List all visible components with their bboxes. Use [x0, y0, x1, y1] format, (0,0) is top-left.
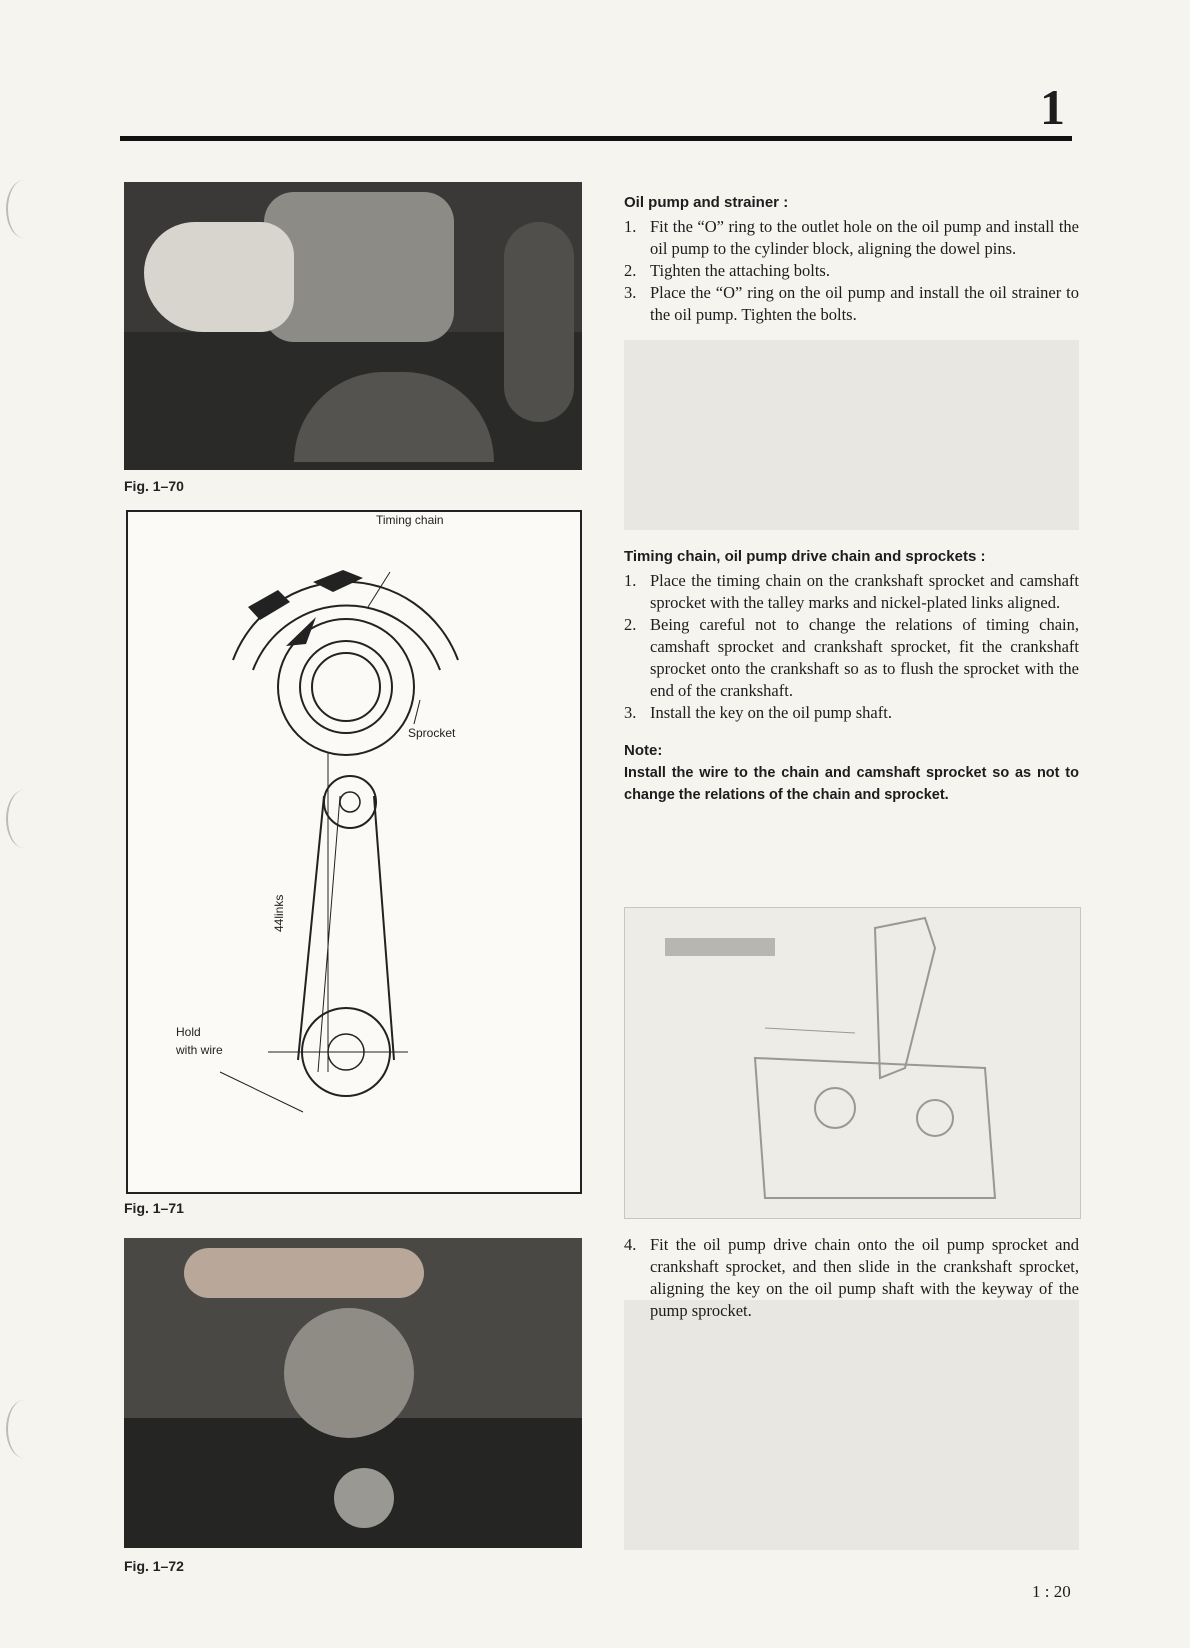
hold-label: Hold: [176, 1025, 201, 1039]
note-heading: Note:: [624, 742, 663, 759]
nickel-link-2: [248, 590, 290, 620]
oil-pump-step: 3. Place the “O” ring on the oil pump and install the oil strainer to the oil pump. Tighten the bolts.: [624, 283, 1079, 324]
with-wire-label: with wire: [176, 1043, 223, 1057]
photo-sprocket-install: [124, 1238, 582, 1548]
chain-left-inner: [318, 796, 340, 1072]
timing-chain-steps: [624, 570, 1079, 724]
ghost-image-2: [624, 1300, 1079, 1550]
drive-chain-step: 4. Fit the oil pump drive chain onto the oil pump sprocket and crankshaft sprocket, and then slide in the crankshaft sprocket, aligning the key on the oil pump shaft with the keyway of the pump sprocket.: [624, 1235, 1079, 1320]
chain-inner-arc: [253, 605, 440, 670]
timing-chain-label: Timing chain: [376, 513, 444, 527]
links-label: 44links: [272, 894, 286, 932]
adjuster-lever: [875, 918, 935, 1078]
timing-chain-step: 2. Being careful not to change the relations of timing chain, camshaft sprocket and crankshaft sprocket, fit the crankshaft sprocket onto the crankshaft so as to flush the sprocket with the end of the crankshaft.: [624, 615, 1079, 700]
fig-1-71-caption: Fig. 1–71: [124, 1200, 184, 1216]
chain-outer-arc: [233, 582, 458, 660]
oil-pump-step: 1. Fit the “O” ring to the outlet hole on the oil pump and install the oil pump to the cylinder block, aligning the dowel pins.: [624, 217, 1079, 258]
drive-chain-detail: [175, 752, 408, 1112]
oil-pump-steps: [624, 216, 1079, 326]
chain-left-strand: [298, 796, 324, 1060]
binder-hole-top: [6, 180, 42, 238]
nickel-link-1: [313, 570, 363, 592]
sprocket-label: Sprocket: [408, 726, 456, 740]
sprocket-hub: [312, 653, 380, 721]
fig-1-70-caption: Fig. 1–70: [124, 478, 184, 494]
ghost-leader: [765, 1028, 855, 1033]
adjuster-block: [755, 1058, 995, 1198]
drive-chain-steps: [624, 1234, 1079, 1322]
timing-chain-svg: [128, 512, 580, 1192]
note-text: Install the wire to the chain and camshaft sprocket so as not to change the relations of the chain and sprocket.: [624, 765, 1079, 803]
section-drive-chain: [624, 1234, 1079, 1322]
fig-1-72-caption: Fig. 1–72: [124, 1558, 184, 1574]
ghost-image-1: [624, 340, 1079, 530]
wire-leader: [220, 1072, 303, 1112]
section-timing-chain-heading: Timing chain, oil pump drive chain and sprockets :: [624, 548, 986, 565]
pump-sprocket: [324, 776, 376, 828]
pump-sprocket-hub: [340, 792, 360, 812]
sprocket-mid: [300, 641, 392, 733]
timing-chain-step: 1. Place the timing chain on the crankshaft sprocket and camshaft sprocket with the talley marks and nickel-plated links aligned.: [624, 571, 1079, 612]
binder-hole-middle: [6, 790, 42, 848]
ghost-label-bar: [665, 938, 775, 956]
photo-oil-pump: [124, 182, 582, 470]
section-timing-chain: [624, 546, 1079, 806]
timing-chain-step: 3. Install the key on the oil pump shaft.: [624, 703, 892, 722]
top-sprocket-detail: [233, 513, 458, 755]
adjuster-bore-2: [917, 1100, 953, 1136]
oil-pump-step: 2. Tighten the attaching bolts.: [624, 261, 830, 280]
timing-chain-diagram: [126, 510, 582, 1194]
binder-hole-bottom: [6, 1400, 42, 1458]
chapter-number: 1: [1040, 79, 1065, 135]
adjuster-bore-1: [815, 1088, 855, 1128]
header-rule: [120, 136, 1072, 141]
sprocket-leader: [414, 700, 420, 724]
chain-adjuster-illustration: [624, 907, 1081, 1219]
section-oil-pump: [624, 192, 1079, 326]
chain-adjuster-svg: [625, 908, 1080, 1218]
page-number: 1 : 20: [1032, 1582, 1071, 1601]
alignment-arrow: [286, 617, 316, 646]
section-oil-pump-heading: Oil pump and strainer :: [624, 194, 789, 211]
